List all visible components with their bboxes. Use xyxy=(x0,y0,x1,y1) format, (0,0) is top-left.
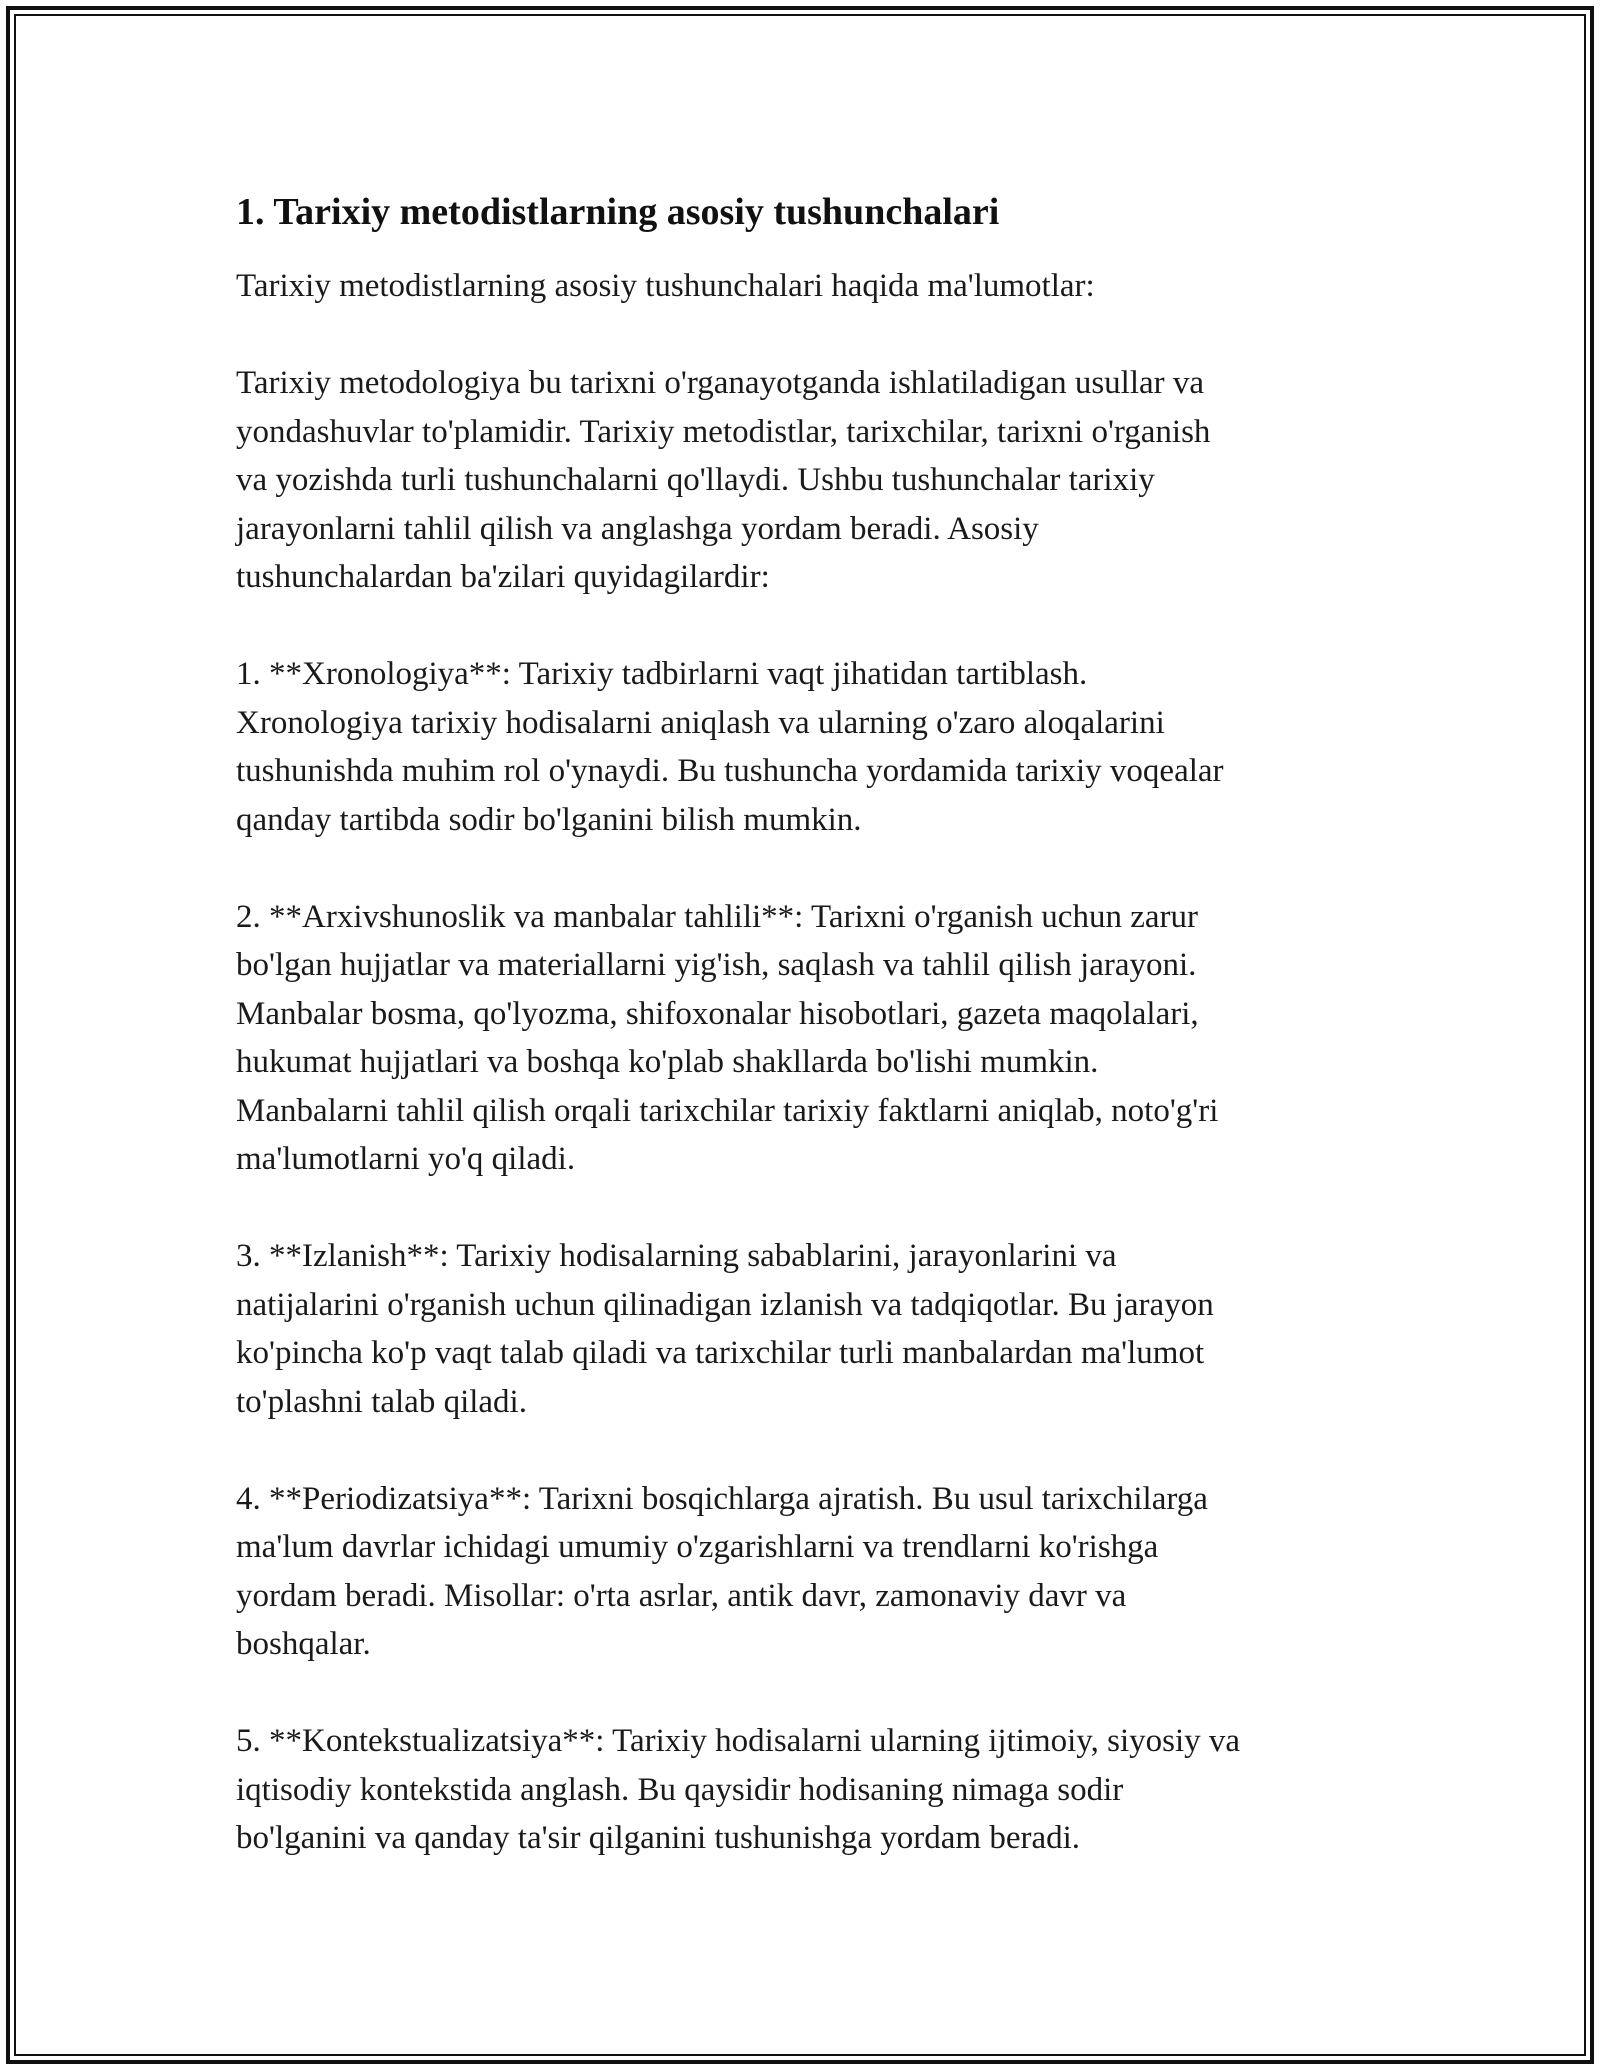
list-item-research: 3. **Izlanish**: Tarixiy hodisalarning sabablarini, jarayonlarini va natijalarini o'rganish uchun qilinadigan izlanish va tadqiqotlar. Bu jarayon ko'pincha ko'p vaqt talab qiladi va tarixchilar turli manbalardan ma'lumot to'plashni talab qiladi. xyxy=(236,1238,1214,1420)
list-item-periodization: 4. **Periodizatsiya**: Tarixni bosqichlarga ajratish. Bu usul tarixchilarga ma'lum davrlar ichidagi umumiy o'zgarishlarni va trendlarni ko'rishga yordam beradi. Misollar: o'rta asrlar, antik davr, zamonaviy davr va boshqalar. xyxy=(236,1480,1208,1662)
list-item-archival-studies: 2. **Arxivshunoslik va manbalar tahlili**: Tarixni o'rganish uchun zarur bo'lgan hujjatlar va materiallarni yig'ish, saqlash va tahlil qilish jarayoni. Manbalar bosma, qo'lyozma, shifoxonalar hisobotlari, gazeta maqolalari, hukumat hujjatlari va boshqa ko'plab shakllarda bo'lishi mumkin. Manbalarni tahlil qilish orqali tarixchilar tarixiy faktlarni aniqlab, noto'g'ri ma'lumotlarni yo'q qiladi. xyxy=(236,898,1219,1177)
list-item-chronology: 1. **Xronologiya**: Tarixiy tadbirlarni vaqt jihatidan tartiblash. Xronologiya tarixiy hodisalarni aniqlash va ularning o'zaro aloqalarini tushunishda muhim rol o'ynaydi. Bu tushuncha yordamida tarixiy voqealar qanday tartibda sodir bo'lganini bilish mumkin. xyxy=(236,656,1224,838)
document-body xyxy=(236,186,1366,1911)
list-item-contextualization: 5. **Kontekstualizatsiya**: Tarixiy hodisalarni ularning ijtimoiy, siyosiy va iqtisodiy kontekstida anglash. Bu qaysidir hodisaning nimaga sodir bo'lganini va qanday ta'sir qilganini tushunishga yordam beradi. xyxy=(236,1723,1241,1856)
document-title: 1. Tarixiy metodistlarning asosiy tushunchalari xyxy=(236,191,1000,233)
intro-paragraph: Tarixiy metodistlarning asosiy tushunchalari haqida ma'lumotlar: xyxy=(236,268,1095,304)
methodology-paragraph: Tarixiy metodologiya bu tarixni o'rganayotganda ishlatiladigan usullar va yondashuvlar to'plamidir. Tarixiy metodistlar, tarixchilar, tarixni o'rganish va yozishda turli tushunchalarni qo'llaydi. Ushbu tushunchalar tarixiy jarayonlarni tahlil qilish va anglashga yordam beradi. Asosiy tushunchalardan ba'zilari quyidagilardir: xyxy=(236,365,1211,595)
